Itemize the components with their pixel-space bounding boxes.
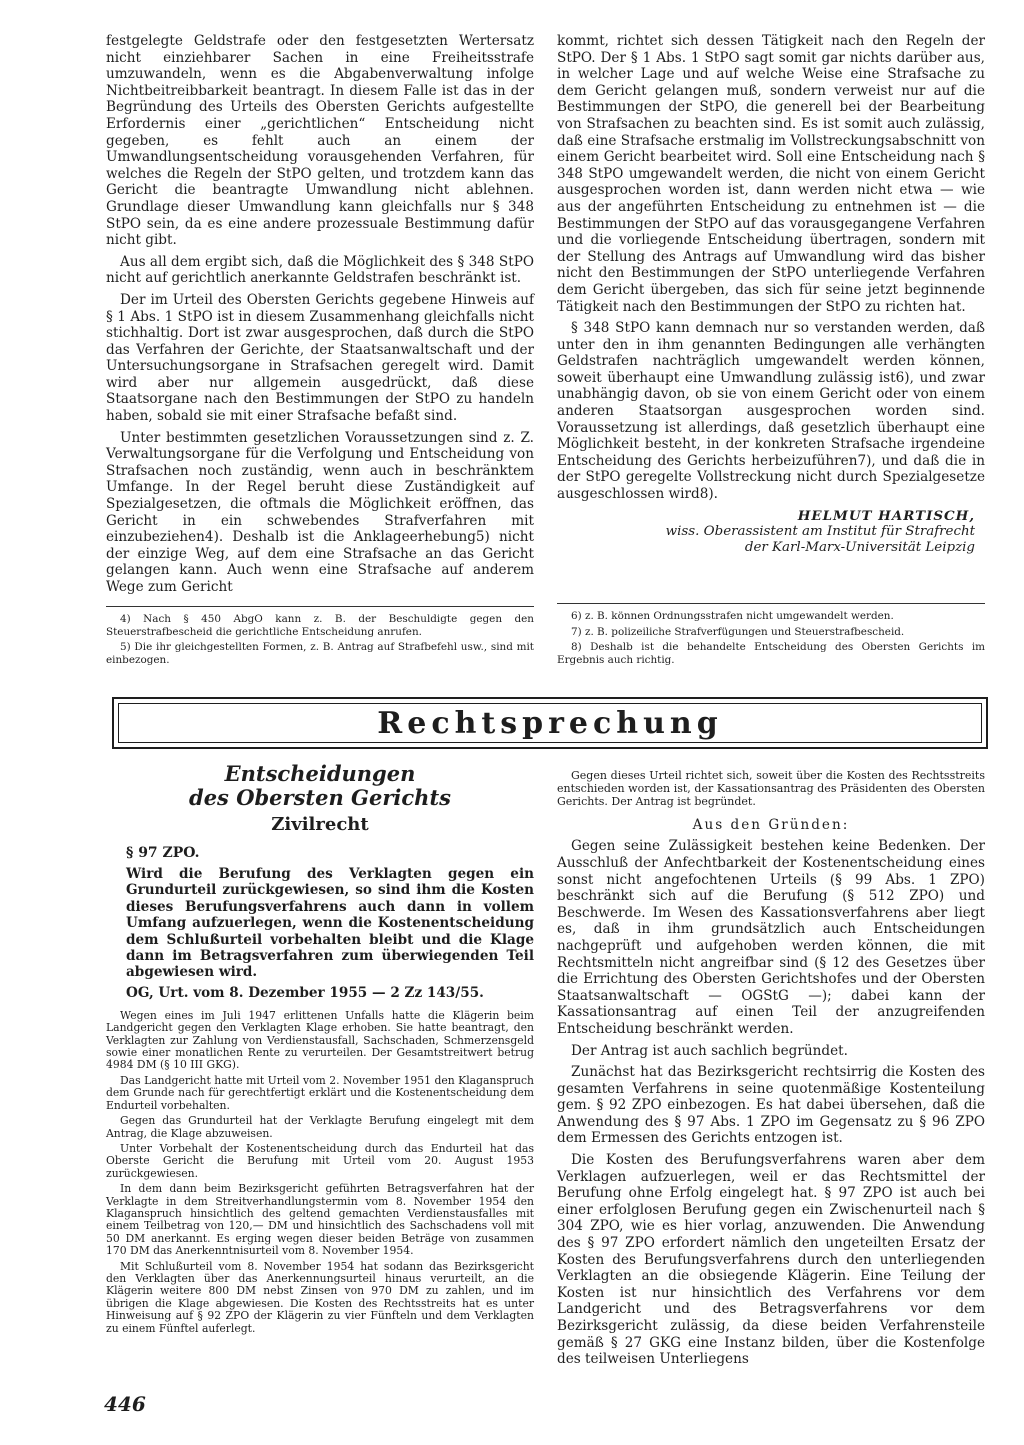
body-paragraph: kommt, richtet sich dessen Tätigkeit nach den Regeln der StPO. Der § 1 Abs. 1 StPO sagt somit gar nichts darüber aus, in welcher Lage und auf welche Weise eine Strafsache zu dem Gericht gelangen muß, sondern verweist nur auf die Bestimmungen der StPO, die generell bei der Bearbeitung von Strafsachen zu beachten sind. Es ist somit auch zulässig, daß eine Strafsache erstmalig im Vollstreckungsabschnitt von einem Gericht bearbeitet wird. Soll eine Entscheidung nach § 348 StPO umgewandelt werden, die nicht von einem Gericht ausgesprochen worden ist, dann werden nicht etwa — wie aus der angeführten Entscheidung zu entnehmen ist — die Bestimmungen der StPO auf das vorausgegangene Verfahren und die vorliegende Entscheidung übertragen, sondern mit der Stellung des Antrags auf Umwandlung wird das bisher nicht den Bestimmungen der StPO unterliegende Verfahren dem Gericht übergeben, das sich für seine jetzt beginnende Tätigkeit nach den Bestimmungen der StPO zu richten hat. xyxy=(557,33,985,315)
author-name: HELMUT HARTISCH, xyxy=(797,507,975,524)
author-signature xyxy=(557,508,985,557)
footnote-rule xyxy=(557,603,985,604)
facts-paragraph: Unter Vorbehalt der Kostenentscheidung durch das Endurteil hat das Oberste Gericht die Berufung mit Urteil vom 20. August 1953 zurückgewiesen. xyxy=(106,1141,534,1180)
body-paragraph: Aus all dem ergibt sich, daß die Möglichkeit des § 348 StPO nicht auf gerichtlich anerkannte Geldstrafen beschränkt ist. xyxy=(106,253,534,287)
footnote: 5) Die ihr gleichgestellten Formen, z. B. Antrag auf Strafbefehl usw., sind mit einbezogen. xyxy=(106,641,534,666)
headnote: Wird die Berufung des Verklagten gegen ein Grundurteil zurückgewiesen, so sind ihm die Kosten dieses Berufungsverfahrens auch dann in vollem Umfang aufzuerlegen, wenn die Kostenentscheidung dem Schlußurteil vorbehalten bleibt und die Klage dann im Betragsverfahren zum überwiegenden Teil abgewiesen wird. xyxy=(126,866,534,981)
body-paragraph: festgelegte Geldstrafe oder den festgesetzten Wertersatz nicht einziehbarer Sachen in eine Freiheitsstrafe umzuwandeln, wenn es die Abgabenverwaltung infolge Nichtbeitreibbarkeit beantragt. In diesem Falle ist das in der Begründung des Urteils des Obersten Gerichts aufgestellte Erfordernis einer „gerichtlichen“ Entscheidung nicht gegeben, es fehlt auch an einem der Umwandlungsentscheidung vorausgehenden Verfahren, für welches die Regeln der StPO gelten, und trotzdem kann das Gericht die beantragte Umwandlung nicht ablehnen. Grundlage dieser Umwandlung kann gleichfalls nur § 348 StPO sein, da es eine andere prozessuale Bestimmung dafür nicht gibt. xyxy=(106,33,534,249)
reasons-text xyxy=(557,838,985,1367)
case-citation: OG, Urt. vom 8. Dezember 1955 — 2 Zz 143/55. xyxy=(126,984,484,1001)
section-title: Entscheidungen xyxy=(224,761,416,786)
lower-right-column xyxy=(557,770,985,1373)
footnote-rule xyxy=(106,606,534,607)
kassation-note xyxy=(557,770,985,808)
paragraph-reference: § 97 ZPO. xyxy=(126,845,200,861)
upper-left-column xyxy=(106,33,534,601)
author-institution: der Karl-Marx-Universität Leipzig xyxy=(744,540,975,556)
body-paragraph: Gegen seine Zulässigkeit bestehen keine Bedenken. Der Ausschluß der Anfechtbarkeit der Kostenentscheidung eines sonst nicht angefochtenen Urteils (§ 99 Abs. 1 ZPO) beschränkt sich auf die Berufung (§ 512 ZPO) und Beschwerde. Im Wesen des Kassationsverfahrens aber liegt es, daß in ihm grundsätzlich auch Entscheidungen nachgeprüft und aufgehoben werden können, die mit Rechtsmitteln nicht angreifbar sind (§ 12 des Gesetzes über die Errichtung des Obersten Gerichtshofes und der Obersten Staatsanwaltschaft — OGStG —); dabei kann der Kassationsantrag auf einen Teil der anzugreifenden Entscheidung beschränkt werden. xyxy=(557,838,985,1037)
footnote: 4) Nach § 450 AbgO kann z. B. der Beschuldigte gegen den Steuerstrafbescheid die gerichtliche Entscheidung anrufen. xyxy=(106,613,534,638)
facts-paragraph: Das Landgericht hatte mit Urteil vom 2. November 1951 den Klaganspruch dem Grunde nach für gerechtfertigt erklärt und die Kostenentscheidung dem Endurteil vorbehalten. xyxy=(106,1073,534,1112)
body-paragraph: Die Kosten des Berufungsverfahrens waren aber dem Verklagen aufzuerlegen, weil er das Rechtsmittel der Berufung ohne Erfolg eingelegt hat. § 97 ZPO ist auch bei einer erfolglosen Berufung gegen ein Zwischenurteil nach § 304 ZPO, wie es hier vorlag, anzuwenden. Die Anwendung des § 97 ZPO erfordert nämlich den ungeteilten Ersatz der Kosten des Berufungsverfahrens durch den unterliegenden Verklagten an die obsiegende Klägerin. Eine Teilung der Kosten ist nur hinsichtlich des Verfahrens vor dem Landgericht und des Betragsverfahrens vor dem Bezirksgericht zulässig, da diese beiden Verfahrensteile gemäß § 27 GKG eine Instanz bilden, über die Kostenfolge des teilweisen Unterliegens xyxy=(557,1152,985,1368)
section-subtitle: Zivilrecht xyxy=(271,814,369,835)
section-banner-inner xyxy=(118,703,982,743)
upper-right-column xyxy=(557,33,985,557)
body-paragraph: Der Antrag ist auch sachlich begründet. xyxy=(571,1042,848,1059)
facts-paragraph: Mit Schlußurteil vom 8. November 1954 hat sodann das Bezirksgericht den Verklagten über das Anerkennungsurteil hinaus verurteilt, an die Klägerin weitere 800 DM nebst Zinsen von 970 DM zu zahlen, und im übrigen die Klage abgewiesen. Die Kosten des Rechtsstreits hat es unter Hinweisung auf § 92 ZPO der Klägerin zu vier Fünfteln und dem Verklagten zu einem Fünftel auferlegt. xyxy=(106,1259,534,1335)
body-paragraph: Zunächst hat das Bezirksgericht rechtsirrig die Kosten des gesamten Verfahrens in seine quotenmäßige Kostenteilung gem. § 92 ZPO einbezogen. Es hat dabei übersehen, daß die Anwendung des § 97 Abs. 1 ZPO im Gegensatz zu § 96 ZPO dem Ermessen des Gerichts entzogen ist. xyxy=(557,1064,985,1147)
footnote: 7) z. B. polizeiliche Strafverfügungen und Steuerstrafbescheid. xyxy=(571,625,905,638)
facts-paragraph: In dem dann beim Bezirksgericht geführten Betragsverfahren hat der Verklagte in dem Streitverhandlungstermin vom 8. November 1954 den Klaganspruch hinsichtlich des geltend gemachten Verdienstausfalles mit einem Teilbetrag von 120,— DM und hinsichtlich des Sachschadens voll mit 50 DM anerkannt. Es erging wegen dieser beiden Beträge von zusammen 170 DM das Anerkenntnisurteil vom 8. November 1954. xyxy=(106,1182,534,1258)
facts-paragraph: Wegen eines im Juli 1947 erlittenen Unfalls hatte die Klägerin beim Landgericht gegen den Verklagten Klage erhoben. Sie hatte beantragt, den Verklagten zur Zahlung von Verdienstausfall, Sachschaden, Schmerzensgeld sowie einer monatlichen Rente zu verurteilen. Der Gesamtstreitwert betrug 4984 DM (§ 10 III GKG). xyxy=(106,1008,534,1072)
author-affiliation: wiss. Oberassistent am Institut für Strafrecht xyxy=(665,524,975,540)
body-paragraph: Unter bestimmten gesetzlichen Voraussetzungen sind z. Z. Verwaltungsorgane für die Verfolgung und Entscheidung von Strafsachen noch zuständig, wenn auch in beschränktem Umfange. In der Regel beruht diese Zuständigkeit auf Spezialgesetzen, die oftmals die Möglichkeit eröffnen, das Gericht in ein schwebendes Strafverfahren mit einzubeziehen4). Deshalb ist die Anklageerhebung5) nicht der einzige Weg, auf dem eine Strafsache an das Gericht gelangen kann. Auch wenn eine Strafsache auf anderem Wege zum Gericht xyxy=(106,429,534,595)
kassation-paragraph: Gegen dieses Urteil richtet sich, soweit über die Kosten des Rechtsstreits entschieden worden ist, der Kassationsantrag des Präsidenten des Obersten Gerichts. Der Antrag ist begründet. xyxy=(557,769,985,808)
body-paragraph: § 348 StPO kann demnach nur so verstanden werden, daß unter den in ihm genannten Bedingungen alle verhängten Geldstrafen nachträglich umgewandelt werden können, soweit überhaupt eine Umwandlung zulässig ist6), und zwar unabhängig davon, ob sie von einem Gericht oder von einem anderen Staatsorgan ausgesprochen worden sind. Voraussetzung ist allerdings, daß gesetzlich überhaupt eine Möglichkeit besteht, in der konkreten Strafsache irgendeine Entscheidung des Gerichts herbeizuführen7), und daß die in der StPO geregelte Vollstreckung nicht durch Spezialgesetze ausgeschlossen wird8). xyxy=(557,320,985,503)
section-title: des Obersten Gerichts xyxy=(189,785,451,810)
lower-left-column xyxy=(106,762,534,1338)
facts-paragraph: Gegen das Grundurteil hat der Verklagte Berufung eingelegt mit dem Antrag, die Klage abzuweisen. xyxy=(106,1114,534,1140)
page-number: 446 xyxy=(104,1392,146,1416)
body-paragraph: Der im Urteil des Obersten Gerichts gegebene Hinweis auf § 1 Abs. 1 StPO ist in diesem Zusammenhang gleichfalls nicht stichhaltig. Dort ist zwar ausgesprochen, daß durch die StPO das Verfahren der Gerichte, der Staatsanwaltschaft und der Untersuchungsorgane in Strafsachen geregelt wird. Damit wird aber nur allgemein ausgedrückt, daß diese Staatsorgane nach den Bestimmungen der StPO zu handeln haben, sobald sie mit einer Strafsache befaßt sind. xyxy=(106,291,534,425)
case-facts xyxy=(106,1010,534,1335)
reasons-heading: Aus den Gründen: xyxy=(692,817,850,834)
banner-title: Rechtsprechung xyxy=(377,705,723,741)
section-banner xyxy=(112,697,988,749)
footnotes-left xyxy=(106,606,534,669)
footnotes-right xyxy=(557,603,985,669)
footnote: 8) Deshalb ist die behandelte Entscheidung des Obersten Gerichts im Ergebnis auch richtig. xyxy=(557,641,985,666)
footnote: 6) z. B. können Ordnungsstrafen nicht umgewandelt werden. xyxy=(571,610,894,622)
